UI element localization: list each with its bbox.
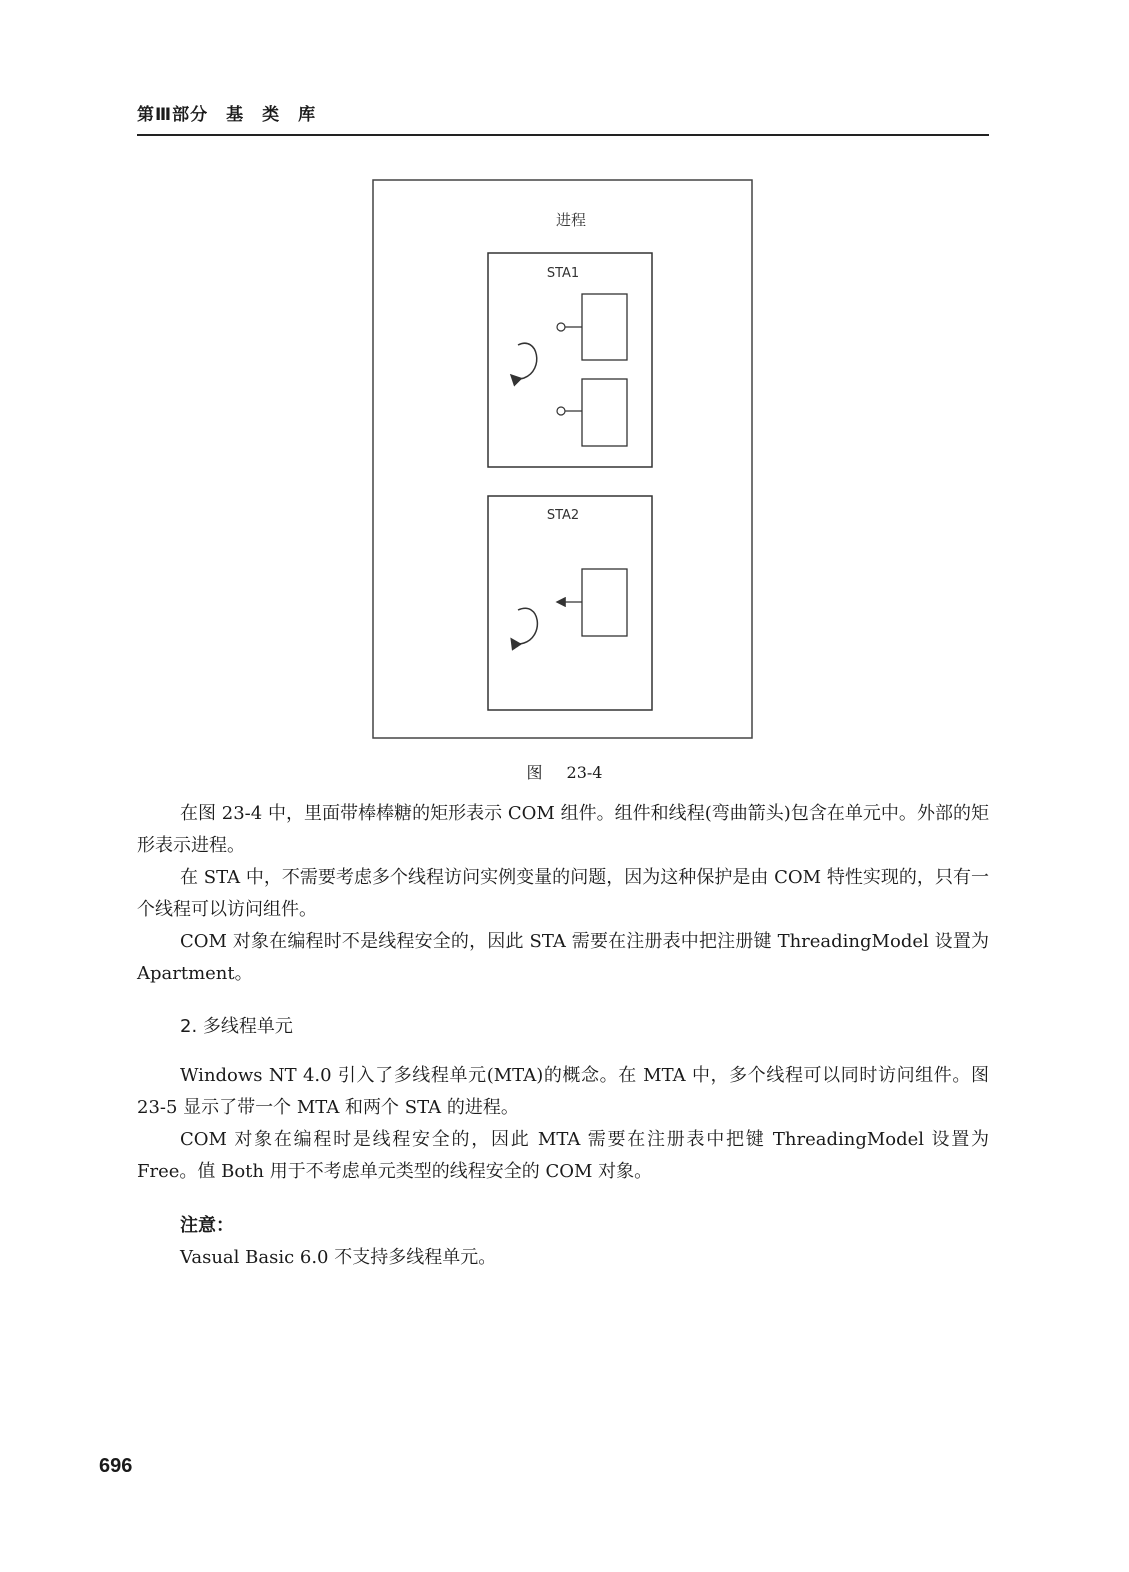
process-label: 进程: [555, 211, 587, 229]
caption-prefix: 图: [526, 763, 543, 782]
sta2-thread-arrow: [512, 608, 537, 644]
note-title: 注意：: [180, 1215, 234, 1236]
body-block-1: [137, 798, 989, 990]
paragraph-2: 在 STA 中，不需要考虑多个线程访问实例变量的问题，因为这种保护是由 COM 特性实现的，只有一个线程可以访问组件。: [137, 867, 989, 920]
sta1-thread-arrow: [512, 343, 537, 379]
sta1-lollipop-1: [557, 323, 565, 331]
paragraph-4: Windows NT 4.0 引入了多线程单元(MTA)的概念。在 MTA 中，多个线程可以同时访问组件。图 23-5 显示了带一个 MTA 和两个 STA 的进程。: [137, 1065, 989, 1118]
sta1-lollipop-2: [557, 407, 565, 415]
sta2-component: [582, 569, 627, 636]
caption-number: 23-4: [566, 763, 603, 782]
page-number: 696: [99, 1455, 133, 1477]
section-heading: 2. 多线程单元: [180, 1016, 293, 1037]
sta1-component-2: [582, 379, 627, 446]
paragraph-3: COM 对象在编程时不是线程安全的，因此 STA 需要在注册表中把注册键 ThreadingModel 设置为 Apartment。: [137, 931, 989, 984]
paragraph-5: COM 对象在编程时是线程安全的，因此 MTA 需要在注册表中把键 ThreadingModel 设置为 Free。值 Both 用于不考虑单元类型的线程安全的 COM 对象。: [137, 1129, 989, 1182]
note-text: Vasual Basic 6.0 不支持多线程单元。: [180, 1247, 497, 1268]
note-block: [180, 1210, 496, 1274]
sta1-component-1: [582, 294, 627, 360]
sta1-label: STA1: [546, 266, 580, 281]
figure-caption: [0, 760, 1129, 783]
process-box: [373, 180, 752, 738]
running-head-text: 第Ⅲ部分 基 类 库: [137, 105, 317, 125]
body-block-2: [137, 1060, 989, 1188]
paragraph-1: 在图 23-4 中，里面带棒棒糖的矩形表示 COM 组件。组件和线程(弯曲箭头)包含在单元中。外部的矩形表示进程。: [137, 803, 989, 856]
sta2-label: STA2: [546, 508, 580, 523]
